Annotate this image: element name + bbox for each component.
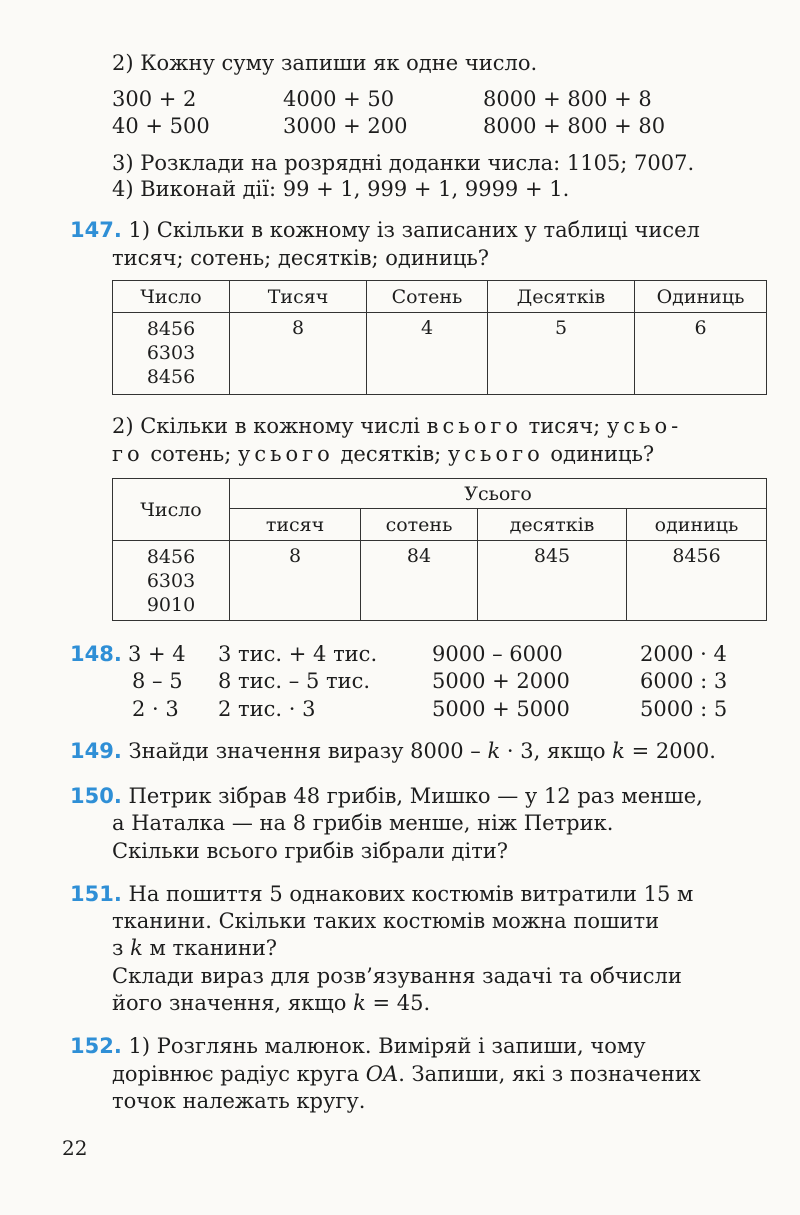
expr: 9000 – 6000	[432, 642, 563, 666]
expr: 8000 + 800 + 80	[483, 114, 666, 138]
task-number: 151.	[70, 882, 122, 906]
table-cell: 84	[361, 541, 478, 621]
table-header: Одиниць	[635, 281, 767, 313]
radius-label: OA	[365, 1062, 399, 1086]
task-number: 150.	[70, 784, 122, 808]
table-cell: 6	[635, 313, 767, 395]
task151-line2: тканини. Скільки таких костюмів можна пошити	[112, 909, 660, 933]
expr: 8 – 5	[132, 669, 183, 693]
table-group-header: Усього	[230, 479, 767, 509]
text: сотень;	[143, 442, 238, 466]
text: тисяч;	[521, 414, 607, 438]
table-header: Сотень	[367, 281, 488, 313]
number-value: 6303	[146, 342, 196, 364]
variable-k: k	[353, 991, 366, 1015]
task-text: На пошиття 5 однакових костюмів витратили 15 м	[128, 882, 694, 906]
text: дорівнює радіус круга	[112, 1062, 366, 1086]
number-value: 8456	[146, 366, 196, 388]
number-value: 8456	[146, 546, 196, 568]
table-cell: 8	[230, 313, 367, 395]
variable-k: k	[487, 739, 501, 763]
table-header: десятків	[478, 509, 627, 541]
expr: 40 + 500	[112, 114, 210, 138]
text: м тканини?	[142, 936, 278, 960]
variable-k: k	[612, 739, 625, 763]
table-cell: 8	[230, 541, 361, 621]
table-header: Десятків	[488, 281, 635, 313]
table-header: тисяч	[230, 509, 361, 541]
task149-line	[70, 738, 716, 765]
task152-line3: точок належать кругу.	[112, 1089, 366, 1113]
task-number: 147.	[70, 218, 122, 242]
table-header: одиниць	[627, 509, 767, 541]
task150-line2: а Наталка — на 8 грибів менше, ніж Петрик.	[112, 811, 614, 835]
task-text: 1) Розглянь малюнок. Виміряй і запиши, чому	[128, 1034, 646, 1058]
task-text: 1) Скільки в кожному із записаних у таблиці чисел	[128, 218, 700, 242]
task-number: 148.	[70, 642, 122, 666]
task152-line1	[70, 1033, 646, 1060]
task-number: 149.	[70, 739, 122, 763]
spaced-text: усьо-	[606, 414, 683, 438]
task146-part2: 2) Кожну суму запиши як одне число.	[112, 51, 538, 75]
expr: 2 тис. · 3	[218, 697, 316, 721]
task146-part4: 4) Виконай дії: 99 + 1, 999 + 1, 9999 + 1.	[112, 177, 570, 201]
table-cell: 5	[488, 313, 635, 395]
expr: 2 · 3	[132, 697, 179, 721]
task150-line3: Скільки всього грибів зібрали діти?	[112, 839, 509, 863]
spaced-text: усього	[447, 442, 544, 466]
table-cell: 8456	[627, 541, 767, 621]
expr: 5000 + 2000	[432, 669, 570, 693]
number-value: 8456	[146, 318, 196, 340]
table-cell: 845	[478, 541, 627, 621]
task146-part3: 3) Розклади на розрядні доданки числа: 1105; 7007.	[112, 151, 695, 175]
text: Знайди значення виразу 8000 –	[128, 739, 488, 763]
number-value: 9010	[146, 594, 196, 616]
spaced-text: всього	[426, 414, 522, 438]
task151-line3	[112, 935, 277, 962]
expr: 3 тис. + 4 тис.	[218, 642, 378, 666]
text: десятків;	[333, 442, 448, 466]
task151-line1	[70, 881, 693, 908]
table-header: Число	[113, 479, 230, 541]
table-header: сотень	[361, 509, 478, 541]
text: · 3, якщо	[500, 739, 613, 763]
text: = 45.	[365, 991, 431, 1015]
table-header: Число	[113, 281, 230, 313]
table-digits	[112, 280, 767, 395]
task147-line2: тисяч; сотень; десятків; одиниць?	[112, 246, 490, 270]
text: з	[112, 936, 131, 960]
task152-line2	[112, 1061, 701, 1088]
text: одиниць?	[543, 442, 655, 466]
expr: 4000 + 50	[283, 87, 395, 111]
text: 2) Скільки в кожному числі	[112, 414, 427, 438]
numbers-cell	[113, 541, 230, 621]
task-text: Петрик зібрав 48 грибів, Мишко — у 12 раз менше,	[128, 784, 703, 808]
expr: 6000 : 3	[640, 669, 728, 693]
task-number: 152.	[70, 1034, 122, 1058]
task151-line5	[112, 990, 430, 1017]
task150-line1	[70, 783, 703, 810]
text: = 2000.	[624, 739, 716, 763]
expr: 5000 + 5000	[432, 697, 570, 721]
numbers-cell	[113, 313, 230, 395]
number-value: 6303	[146, 570, 196, 592]
expr: 3 + 4	[128, 642, 186, 666]
text: . Запиши, які з позначених	[398, 1062, 701, 1086]
table-totals	[112, 478, 767, 621]
spaced-text: усього	[237, 442, 334, 466]
task148-number-line	[70, 641, 122, 668]
table-cell: 4	[367, 313, 488, 395]
expr: 300 + 2	[112, 87, 197, 111]
spaced-text: го	[112, 442, 144, 466]
task151-line4: Склади вираз для розв’язування задачі та обчисли	[112, 964, 682, 988]
page-number: 22	[62, 1136, 88, 1160]
task147-line1	[70, 217, 700, 244]
text: його значення, якщо	[112, 991, 354, 1015]
table-header: Тисяч	[230, 281, 367, 313]
variable-k: k	[130, 936, 143, 960]
expr: 5000 : 5	[640, 697, 728, 721]
task147-part2-line2	[112, 441, 654, 468]
expr: 2000 · 4	[640, 642, 727, 666]
expr: 8000 + 800 + 8	[483, 87, 652, 111]
task147-part2-line1	[112, 413, 682, 440]
expr: 8 тис. – 5 тис.	[218, 669, 371, 693]
expr: 3000 + 200	[283, 114, 408, 138]
